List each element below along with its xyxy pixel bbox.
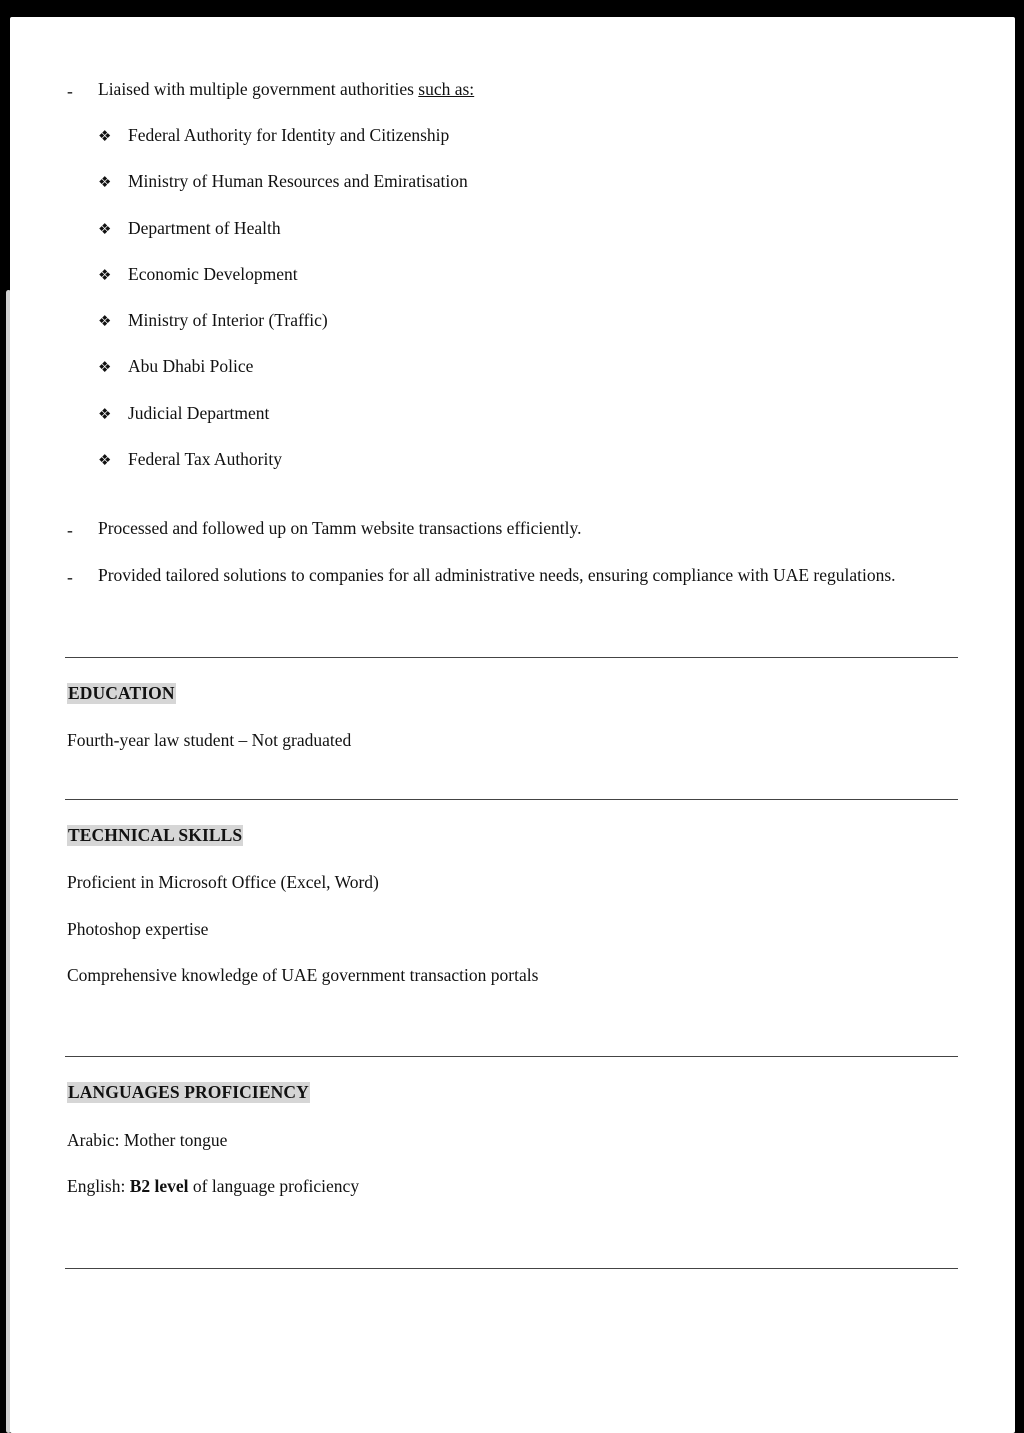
education-heading: EDUCATION — [68, 683, 175, 703]
bullet-dash: - — [67, 567, 73, 587]
bullet-liaised — [98, 78, 474, 100]
skill-line: Proficient in Microsoft Office (Excel, Word) — [67, 872, 379, 892]
bullet-tamm: Processed and followed up on Tamm website transactions efficiently. — [98, 518, 582, 538]
diamond-bullet-icon: ❖ — [98, 451, 112, 469]
english-suffix: of language proficiency — [188, 1176, 360, 1196]
diamond-bullet-icon: ❖ — [98, 220, 112, 238]
bullet-dash: - — [67, 81, 73, 101]
language-arabic: Arabic: Mother tongue — [67, 1130, 228, 1150]
languages-heading: LANGUAGES PROFICIENCY — [68, 1082, 309, 1102]
list-item-authority — [98, 402, 111, 425]
bullet-dash: - — [67, 520, 73, 540]
technical-skills-heading: TECHNICAL SKILLS — [68, 825, 243, 845]
authority-label: Abu Dhabi Police — [128, 356, 254, 376]
authority-label: Ministry of Interior (Traffic) — [128, 310, 328, 330]
diamond-bullet-icon: ❖ — [98, 405, 112, 423]
english-level: B2 level — [129, 1176, 189, 1196]
list-item-authority — [98, 217, 111, 240]
list-item-authority — [98, 355, 111, 378]
bullet-text: Liaised with multiple government authorities — [98, 79, 419, 99]
diamond-bullet-icon: ❖ — [98, 358, 112, 376]
diamond-bullet-icon: ❖ — [98, 266, 112, 284]
list-item-authority — [98, 170, 111, 193]
authority-label: Judicial Department — [128, 403, 270, 423]
section-divider — [65, 1056, 958, 1057]
document-page — [10, 17, 1015, 1433]
skill-line: Photoshop expertise — [67, 919, 209, 939]
diamond-bullet-icon: ❖ — [98, 312, 112, 330]
skill-line: Comprehensive knowledge of UAE government transaction portals — [67, 965, 539, 985]
list-item-authority — [98, 263, 111, 286]
section-divider — [65, 657, 958, 658]
such-as-text: such as: — [418, 79, 475, 99]
language-english — [67, 1175, 359, 1197]
authority-label: Federal Authority for Identity and Citizenship — [128, 125, 450, 145]
english-prefix: English: — [67, 1176, 130, 1196]
authority-label: Ministry of Human Resources and Emiratisation — [128, 171, 468, 191]
education-line: Fourth-year law student – Not graduated — [67, 730, 352, 750]
section-divider — [65, 799, 958, 800]
bullet-solutions: Provided tailored solutions to companies for all administrative needs, ensuring compliance with UAE regulations. — [98, 565, 896, 585]
diamond-bullet-icon: ❖ — [98, 127, 112, 145]
authority-label: Federal Tax Authority — [128, 449, 282, 469]
list-item-authority — [98, 448, 111, 471]
authority-label: Department of Health — [128, 218, 281, 238]
section-divider — [65, 1268, 958, 1269]
diamond-bullet-icon: ❖ — [98, 173, 112, 191]
list-item-authority — [98, 124, 111, 147]
authority-label: Economic Development — [128, 264, 298, 284]
list-item-authority — [98, 309, 111, 332]
